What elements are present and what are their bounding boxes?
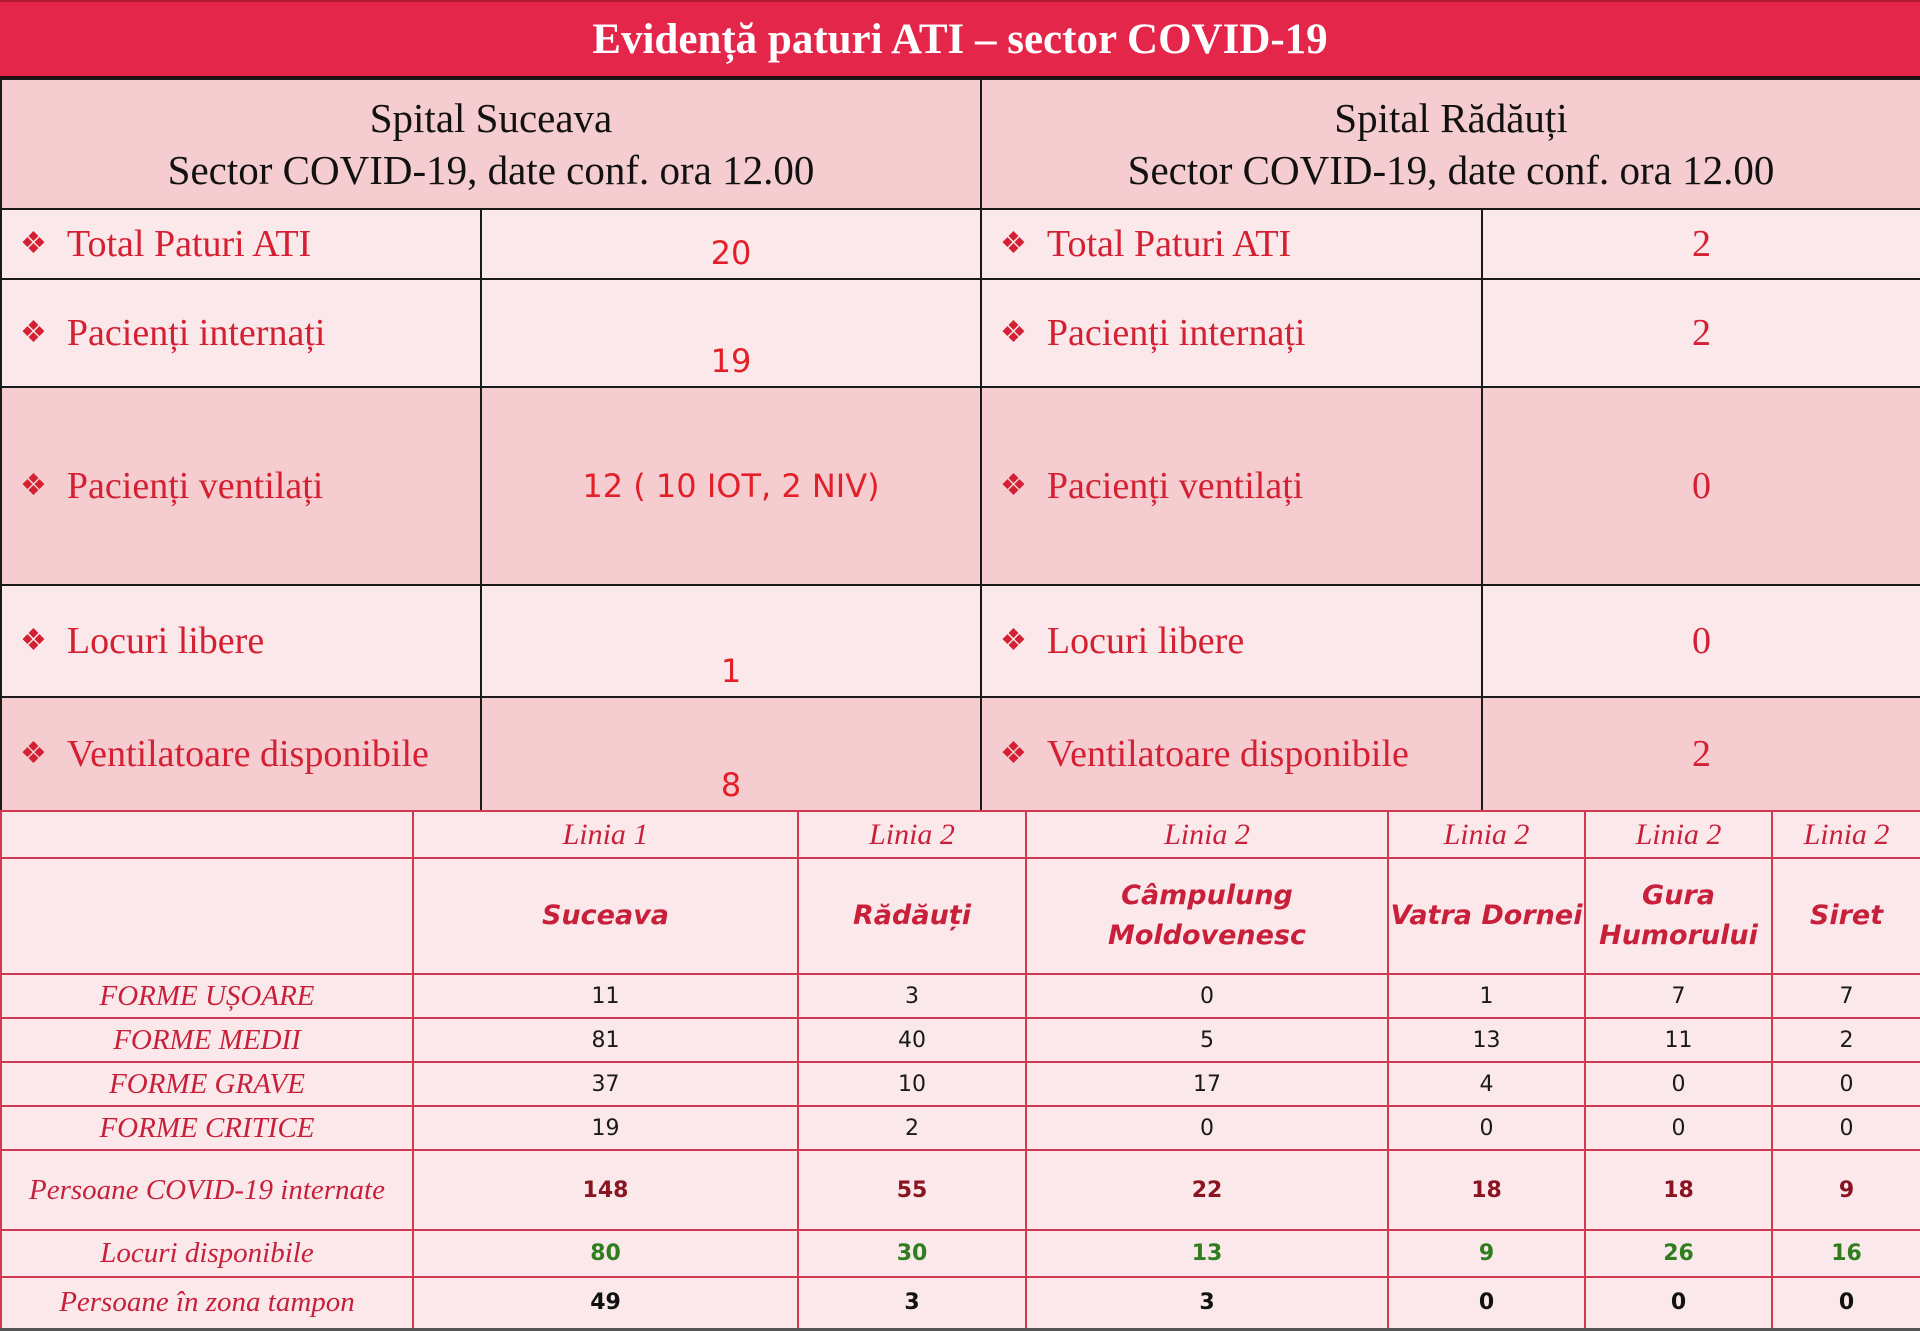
label-text: Pacienți ventilați	[1046, 465, 1304, 507]
row-value: 0	[1482, 585, 1920, 697]
hospital-subtitle: Sector COVID-19, date conf. ora 12.00	[1127, 147, 1775, 193]
cell-value: 0	[1585, 1062, 1772, 1106]
city-name-line: Vatra Dornei	[1390, 900, 1583, 931]
city-name-line: Moldovenesc	[1107, 920, 1307, 951]
cell-value: 1	[1388, 974, 1585, 1018]
line-label: Linia 2	[1388, 811, 1585, 858]
row-value: 2	[1482, 279, 1920, 387]
table-row	[1, 387, 1920, 585]
cell-value: 16	[1772, 1230, 1920, 1277]
bullet-icon: ❖	[1000, 737, 1027, 770]
row-label: FORME GRAVE	[1, 1062, 413, 1106]
cell-value: 7	[1585, 974, 1772, 1018]
row-label: Persoane COVID-19 internate	[1, 1150, 413, 1230]
cell-value: 13	[1388, 1018, 1585, 1062]
row-value: 2	[1482, 209, 1920, 279]
row-label	[981, 387, 1482, 585]
city-name-line: Gura	[1642, 880, 1715, 911]
line-label: Linia 2	[1772, 811, 1920, 858]
row-label	[1, 585, 481, 697]
cell-value: 49	[413, 1277, 798, 1329]
hospital-subtitle: Sector COVID-19, date conf. ora 12.00	[167, 147, 815, 193]
label-text: Total Paturi ATI	[66, 223, 312, 265]
table-row	[1, 1277, 1920, 1329]
cell-value: 9	[1388, 1230, 1585, 1277]
row-label: FORME CRITICE	[1, 1106, 413, 1150]
bullet-icon: ❖	[20, 624, 47, 657]
row-label: Locuri disponibile	[1, 1230, 413, 1277]
row-label	[1, 387, 481, 585]
cell-value: 0	[1585, 1106, 1772, 1150]
empty-cell	[1, 858, 413, 974]
cell-value: 13	[1026, 1230, 1388, 1277]
row-value: 2	[1482, 697, 1920, 811]
city-name-line: Humorului	[1599, 920, 1758, 951]
cell-value: 4	[1388, 1062, 1585, 1106]
row-label	[1, 697, 481, 811]
cell-value: 80	[413, 1230, 798, 1277]
city-name	[1772, 858, 1920, 974]
hospital-header-suceava	[1, 79, 981, 209]
city-name	[1585, 858, 1772, 974]
cell-value: 0	[1026, 974, 1388, 1018]
row-value: 12 ( 10 IOT, 2 NIV)	[481, 387, 981, 585]
hospital-name: Spital Rădăuți	[1334, 95, 1568, 141]
city-name-line: Suceava	[541, 900, 670, 931]
city-name-line: Rădăuți	[853, 900, 971, 931]
bullet-icon: ❖	[20, 737, 47, 770]
label-text: Pacienți internați	[66, 312, 326, 354]
label-text: Ventilatoare disponibile	[66, 733, 429, 775]
cell-value: 2	[798, 1106, 1026, 1150]
row-label	[1, 209, 481, 279]
cell-value: 0	[1388, 1106, 1585, 1150]
label-text: Locuri libere	[1046, 620, 1245, 662]
city-name	[1026, 858, 1388, 974]
row-label	[1, 279, 481, 387]
cell-value: 37	[413, 1062, 798, 1106]
cell-value: 9	[1772, 1150, 1920, 1230]
table-row	[1, 279, 1920, 387]
table-row	[1, 1230, 1920, 1277]
bullet-icon: ❖	[1000, 469, 1027, 502]
cell-value: 3	[798, 974, 1026, 1018]
cell-value: 18	[1585, 1150, 1772, 1230]
table-row	[1, 585, 1920, 697]
line-label: Linia 2	[798, 811, 1026, 858]
cell-value: 7	[1772, 974, 1920, 1018]
bullet-icon: ❖	[1000, 624, 1027, 657]
row-label	[981, 697, 1482, 811]
hospital-name: Spital Suceava	[369, 95, 613, 141]
city-name-line: Câmpulung	[1121, 880, 1293, 911]
city-name	[413, 858, 798, 974]
cell-value: 30	[798, 1230, 1026, 1277]
cell-value: 22	[1026, 1150, 1388, 1230]
row-label	[981, 279, 1482, 387]
cell-value: 5	[1026, 1018, 1388, 1062]
table-row	[1, 209, 1920, 279]
cell-value: 0	[1772, 1106, 1920, 1150]
row-value: 1	[481, 585, 981, 697]
row-label	[981, 209, 1482, 279]
bullet-icon: ❖	[20, 316, 47, 349]
city-name	[798, 858, 1026, 974]
cell-value: 0	[1388, 1277, 1585, 1329]
cell-value: 0	[1585, 1277, 1772, 1329]
row-value: 20	[481, 209, 981, 279]
cell-value: 18	[1388, 1150, 1585, 1230]
line-label: Linia 2	[1026, 811, 1388, 858]
bullet-icon: ❖	[20, 469, 47, 502]
cell-value: 0	[1772, 1062, 1920, 1106]
row-label: FORME UȘOARE	[1, 974, 413, 1018]
line-label: Linia 2	[1585, 811, 1772, 858]
label-text: Ventilatoare disponibile	[1046, 733, 1409, 775]
city-header-row	[1, 858, 1920, 974]
hospital-header-radauti	[981, 79, 1920, 209]
line-header-row	[1, 811, 1920, 858]
label-text: Pacienți internați	[1046, 312, 1306, 354]
row-label	[981, 585, 1482, 697]
line-label: Linia 1	[413, 811, 798, 858]
row-value: 19	[481, 279, 981, 387]
row-value: 8	[481, 697, 981, 811]
table-row	[1, 1150, 1920, 1230]
label-text: Total Paturi ATI	[1046, 223, 1292, 265]
cell-value: 11	[1585, 1018, 1772, 1062]
page-title: Evidență paturi ATI – sector COVID-19	[0, 0, 1920, 78]
empty-cell	[1, 811, 413, 858]
cell-value: 0	[1772, 1277, 1920, 1329]
table-row	[1, 697, 1920, 811]
row-value: 0	[1482, 387, 1920, 585]
cell-value: 3	[1026, 1277, 1388, 1329]
cell-value: 3	[798, 1277, 1026, 1329]
county-hospitals-table	[0, 810, 1920, 1331]
ati-beds-table	[0, 78, 1920, 812]
label-text: Locuri libere	[66, 620, 265, 662]
cell-value: 26	[1585, 1230, 1772, 1277]
table-row	[1, 1018, 1920, 1062]
row-label: FORME MEDII	[1, 1018, 413, 1062]
cell-value: 148	[413, 1150, 798, 1230]
cell-value: 2	[1772, 1018, 1920, 1062]
bullet-icon: ❖	[20, 227, 47, 260]
cell-value: 81	[413, 1018, 798, 1062]
cell-value: 0	[1026, 1106, 1388, 1150]
table-row	[1, 974, 1920, 1018]
cell-value: 19	[413, 1106, 798, 1150]
table-row	[1, 1106, 1920, 1150]
city-name-line: Siret	[1809, 900, 1884, 931]
cell-value: 55	[798, 1150, 1026, 1230]
row-label: Persoane în zona tampon	[1, 1277, 413, 1329]
cell-value: 40	[798, 1018, 1026, 1062]
cell-value: 10	[798, 1062, 1026, 1106]
city-name	[1388, 858, 1585, 974]
bullet-icon: ❖	[1000, 316, 1027, 349]
cell-value: 17	[1026, 1062, 1388, 1106]
table-row	[1, 1062, 1920, 1106]
cell-value: 11	[413, 974, 798, 1018]
bullet-icon: ❖	[1000, 227, 1027, 260]
label-text: Pacienți ventilați	[66, 465, 324, 507]
